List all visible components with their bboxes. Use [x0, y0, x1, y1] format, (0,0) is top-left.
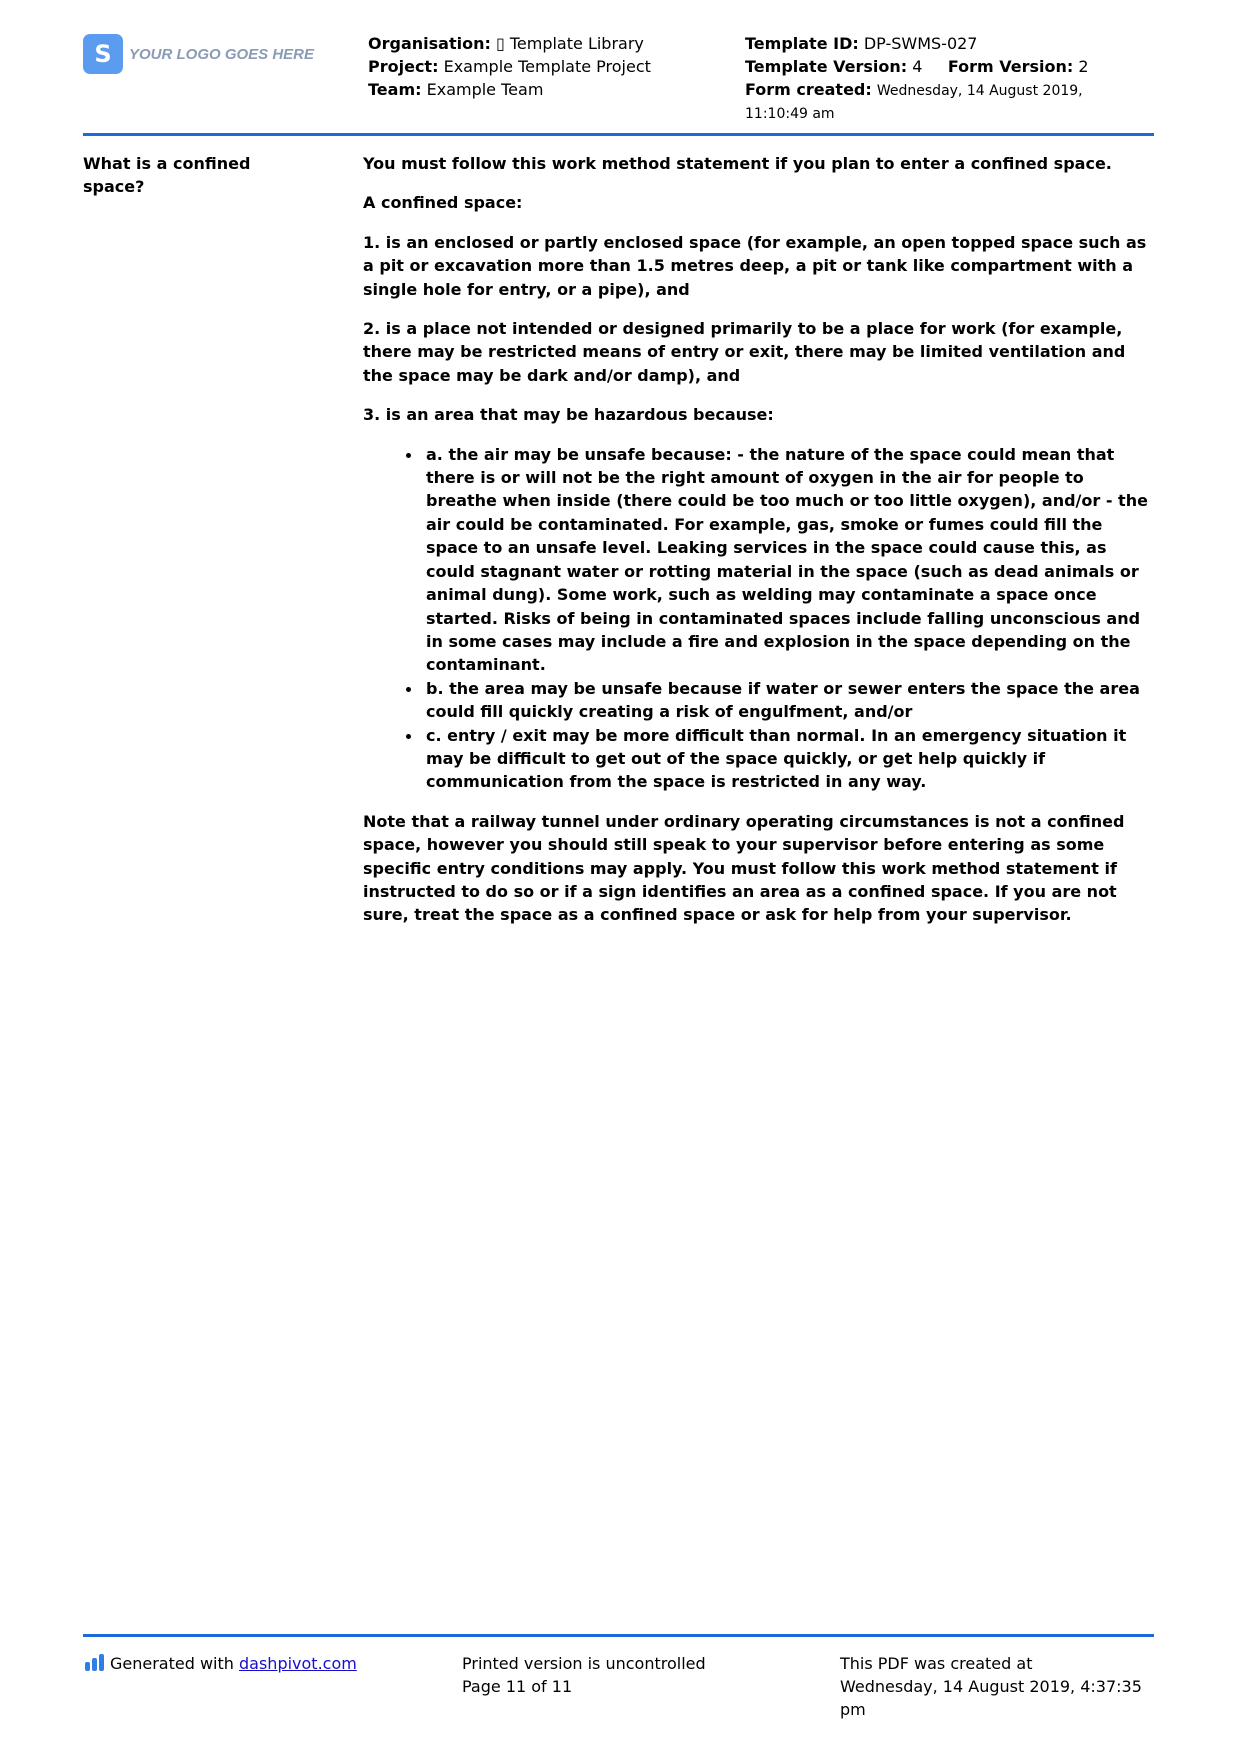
organisation-value: ▯ Template Library [495, 34, 644, 53]
logo-text: YOUR LOGO GOES HERE [129, 45, 315, 63]
header-project-info [368, 32, 651, 101]
note-text: Note that a railway tunnel under ordinary operating circumstances is not a confined space, however you should still speak to your supervisor before entering as some specific entry conditions may apply. You must follow this work method statement if instructed to do so or if a sign identifies an area as a confined space. If you are not sure, treat the space as a confined space or ask for help from your supervisor. [363, 811, 1125, 925]
team-value: Example Team [426, 80, 544, 99]
footer-divider [83, 1634, 1154, 1637]
logo-icon: S [83, 34, 123, 74]
form-version-label: Form Version: [947, 57, 1074, 76]
point-3: 3. is an area that may be hazardous because: [363, 405, 774, 425]
template-version-value: 4 [912, 57, 923, 76]
organisation-label: Organisation: [368, 34, 491, 53]
form-created-time: 11:10:49 am [745, 106, 835, 122]
list-item: b. the area may be unsafe because if water or sewer enters the space the area could fill quickly creating a risk of engulfment, and/or [426, 677, 1158, 724]
dashpivot-logo-icon [85, 1654, 104, 1671]
footer-created [840, 1652, 1160, 1721]
created-label: This PDF was created at [840, 1654, 1033, 1673]
point-1: 1. is an enclosed or partly enclosed space (for example, an open topped space such as a pit or excavation more than 1.5 metres deep, a pit or tank like compartment with a single hole for entry, or a pipe), and [363, 232, 1147, 299]
intro-text: You must follow this work method statement if you plan to enter a confined space. [363, 154, 1112, 173]
template-version-label: Template Version: [745, 57, 908, 76]
section-content [363, 152, 1158, 943]
uncontrolled-text: Printed version is uncontrolled [462, 1654, 706, 1673]
generated-text: Generated with [110, 1654, 239, 1673]
dashpivot-link[interactable]: dashpivot.com [239, 1654, 357, 1673]
page-number: Page 11 of 11 [462, 1677, 573, 1696]
header-divider [83, 133, 1154, 136]
page-header [83, 32, 1154, 132]
form-created-value: Wednesday, 14 August 2019, [876, 83, 1083, 99]
created-timestamp: Wednesday, 14 August 2019, 4:37:35 pm [840, 1677, 1142, 1719]
template-id-value: DP-SWMS-027 [863, 34, 978, 53]
list-item: a. the air may be unsafe because: - the nature of the space could mean that there is or will not be the right amount of oxygen in the air for people to breathe when inside (there could be too much or too little oxygen), and/or - the air could be contaminated. For example, gas, smoke or fumes could fill the space to an unsafe level. Leaking services in the space could cause this, as could stagnant water or rotting material in the space (such as dead animals or animal dung). Some work, such as welding may contaminate a space once started. Risks of being in contaminated spaces include falling unconscious and in some cases may include a fire and explosion in the space depending on the contaminant. [426, 443, 1158, 677]
definition-heading: A confined space: [363, 193, 523, 213]
hazard-list [426, 443, 1158, 794]
template-id-label: Template ID: [745, 34, 859, 53]
point-2: 2. is a place not intended or designed primarily to be a place for work (for example, there may be restricted means of entry or exit, there may be limited ventilation and the space may be dark and/or damp), and [363, 319, 1126, 385]
footer-page-info [462, 1652, 706, 1698]
project-value: Example Template Project [443, 57, 651, 76]
logo [83, 34, 314, 74]
footer-generated [85, 1652, 357, 1675]
header-template-info [745, 32, 1155, 126]
project-label: Project: [368, 57, 439, 76]
form-version-value: 2 [1078, 57, 1089, 76]
list-item: c. entry / exit may be more difficult than normal. In an emergency situation it may be difficult to get out of the space quickly, or get help quickly if communication from the space is restricted in any way. [426, 724, 1158, 794]
section-label: What is a confined space? [83, 154, 251, 196]
team-label: Team: [368, 80, 422, 99]
form-created-label: Form created: [745, 80, 872, 99]
